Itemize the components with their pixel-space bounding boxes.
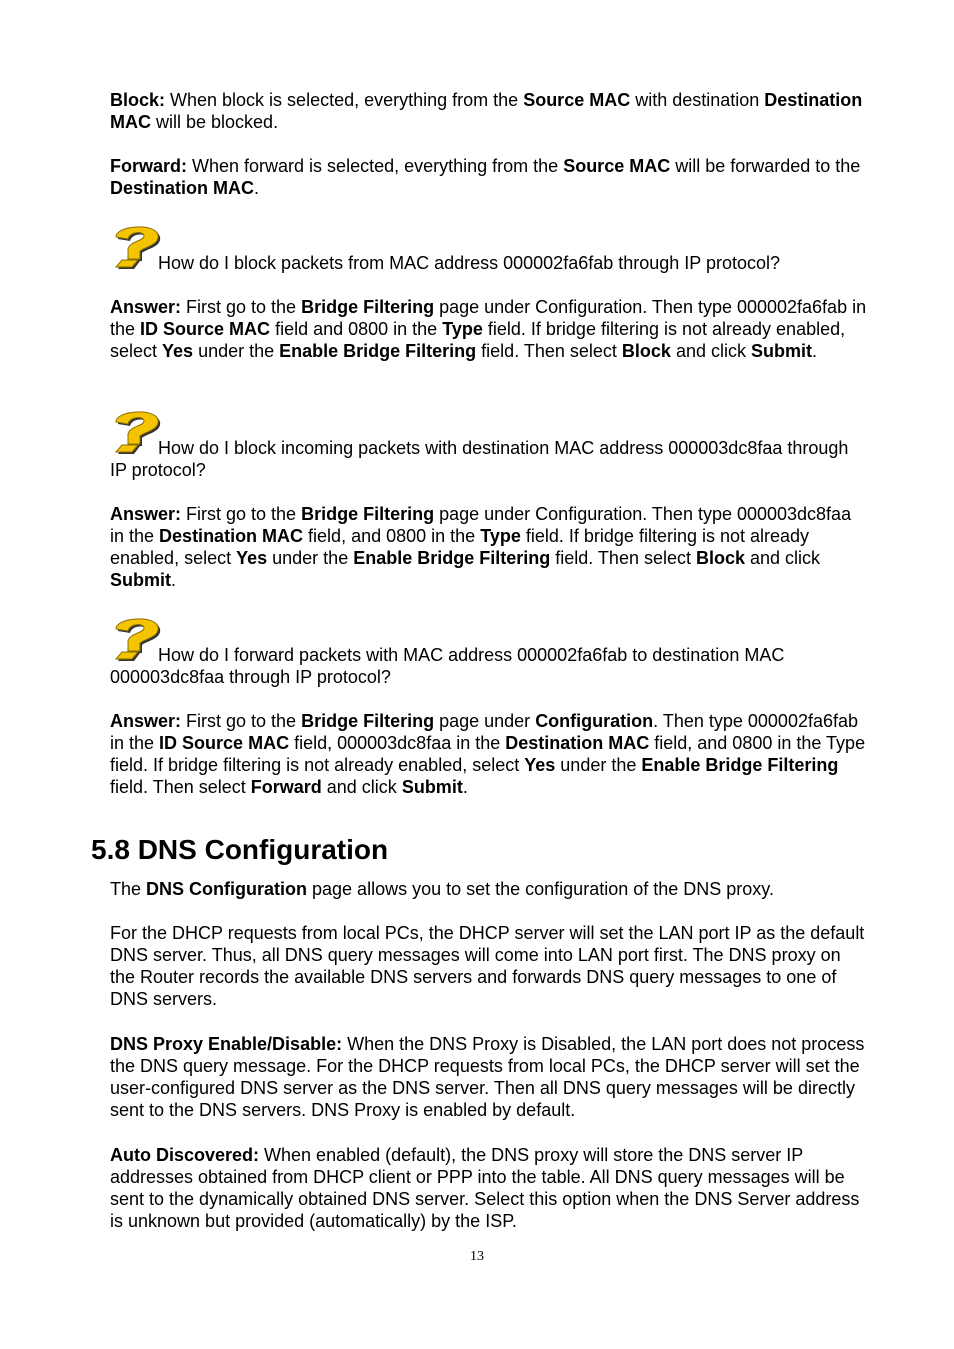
forward-description: Forward: When forward is selected, everything from the Source MAC will be forwarded to the Destination MAC. [110,156,861,198]
faq-answer: Answer: First go to the Bridge Filtering page under Configuration. Then type 000002fa6fab in the ID Source MAC field, 000003dc8faa in the Destination MAC field, and 0800 in the Type field. If bridge filtering is not already enabled, select Yes under the Enable Bridge Filtering field. Then select Forward and click Submit. [110,711,866,797]
dns-dhcp-paragraph: For the DHCP requests from local PCs, the DHCP server will set the LAN port IP as the default DNS server. Thus, all DNS query messages will come into LAN port first. The DNS proxy on the Router records the available DNS servers and forwards DNS query messages to one of DNS servers. [110,923,865,1009]
block-description: Block: When block is selected, everything from the Source MAC with destination Destination MAC will be blocked. [110,90,863,132]
faq-answer: Answer: First go to the Bridge Filtering page under Configuration. Then type 000002fa6fab in the ID Source MAC field and 0800 in the Type field. If bridge filtering is not already enabled, select Yes under the Enable Bridge Filtering field. Then select Block and click Submit. [110,297,867,361]
auto-discovered-paragraph: Auto Discovered: When enabled (default), the DNS proxy will store the DNS server IP addresses obtained from DHCP client or PPP into the table. All DNS query messages will be sent to the dynamically obtained DNS server. Select this option when the DNS Server address is unknown but provided (automatically) by the ISP. [110,1145,860,1231]
section-heading: 5.8 DNS Configuration [91,834,389,865]
faq-question: How do I block packets from MAC address 000002fa6fab through IP protocol? [158,253,781,273]
faq-question: How do I block incoming packets with destination MAC address 000003dc8faa through IP protocol? [110,438,849,480]
faq-question: How do I forward packets with MAC address 000002fa6fab to destination MAC 000003dc8faa through IP protocol? [110,645,785,687]
faq-answer: Answer: First go to the Bridge Filtering page under Configuration. Then type 000003dc8faa in the Destination MAC field, and 0800 in the Type field. If bridge filtering is not already enabled, select Yes under the Enable Bridge Filtering field. Then select Block and click Submit. [110,504,852,590]
dns-proxy-paragraph: DNS Proxy Enable/Disable: When the DNS Proxy is Disabled, the LAN port does not process the DNS query message. For the DHCP requests from local PCs, the DHCP server will set the user-configured DNS server as the DNS server. Then all DNS query messages will be directly sent to the DNS servers. DNS Proxy is enabled by default. [110,1034,865,1120]
page-number: 13 [470,1249,484,1264]
dns-intro: The DNS Configuration page allows you to set the configuration of the DNS proxy. [110,879,774,899]
